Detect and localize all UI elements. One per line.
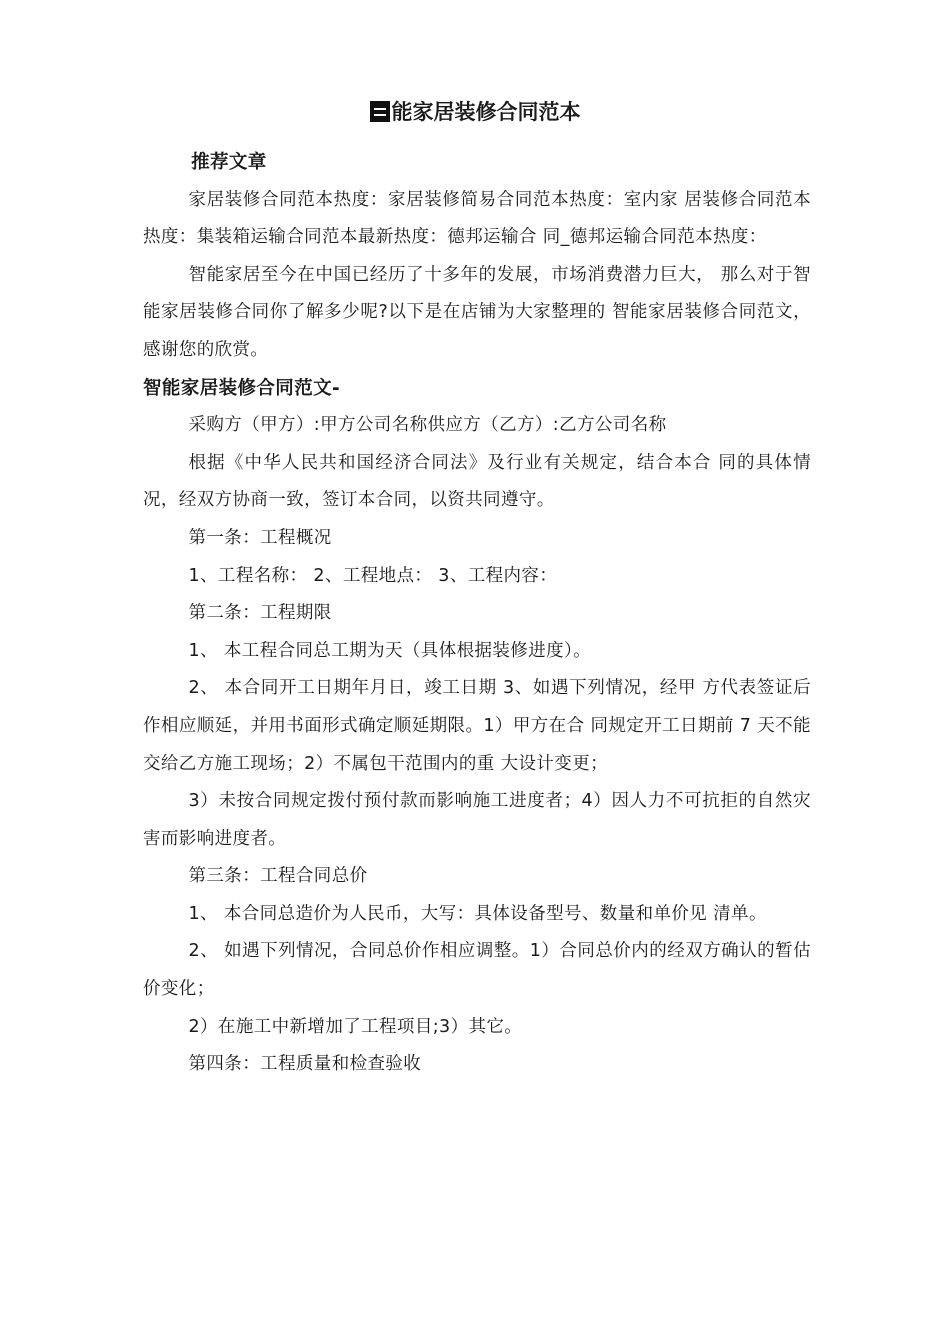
article-2-item-3: 3）未按合同规定拨付预付款而影响施工进度者；4）因人力不可抗拒的自然灾害而影响进度者。 — [143, 791, 811, 849]
article-1-heading: 第一条：工程概况 — [188, 527, 332, 548]
recommended-heading: 推荐文章 — [191, 152, 267, 173]
article-3-item-3: 2）在施工中新增加了工程项目;3）其它。 — [188, 1016, 523, 1037]
article-2-heading: 第二条：工程期限 — [188, 603, 332, 624]
article-1-items: 1、工程名称： 2、工程地点： 3、工程内容： — [188, 565, 558, 586]
document-title: 能家居装修合同范本 — [391, 100, 581, 124]
article-4-heading: 第四条：工程质量和检查验收 — [188, 1054, 422, 1075]
article-3-heading: 第三条：工程合同总价 — [188, 866, 368, 887]
document-title-line — [0, 96, 950, 128]
title-glyph-icon — [370, 101, 390, 122]
article-3-item-2: 2、 如遇下列情况，合同总价作相应调整。1）合同总价内的经双方确认的暂估价变化； — [143, 941, 811, 1000]
paragraph-related-articles: 家居装修合同范本热度：家居装修简易合同范本热度：室内家 居装修合同范本热度：集装箱运输合同范本最新热度：德邦运输合 同_德邦运输合同范本热度： — [143, 189, 811, 248]
document-body — [143, 144, 811, 1084]
article-2-item-1: 1、 本工程合同总工期为天（具体根据装修进度）。 — [188, 640, 592, 661]
article-2-item-2: 2、 本合同开工日期年月日，竣工日期 3、如遇下列情况，经甲 方代表签证后作相应顺延，并用书面形式确定顺延期限。1）甲方在合 同规定开工日期前 7 天不能交给乙方施工现场；2）不属包干范围内的重 大设计变更； — [143, 678, 811, 774]
article-3-item-1: 1、 本合同总造价为人民币，大写：具体设备型号、数量和单价见 清单。 — [188, 903, 767, 924]
section-heading-contract: 智能家居装修合同范文- — [143, 377, 341, 399]
paragraph-intro: 智能家居至今在中国已经历了十多年的发展，市场消费潜力巨大， 那么对于智能家居装修合同你了解多少呢?以下是在店铺为大家整理的 智能家居装修合同范文，感谢您的欣赏。 — [143, 264, 811, 360]
paragraph-legal-basis: 根据《中华人民共和国经济合同法》及行业有关规定，结合本合 同的具体情况，经双方协商一致，签订本合同，以资共同遵守。 — [143, 452, 811, 511]
paragraph-parties: 采购方（甲方）:甲方公司名称供应方（乙方）:乙方公司名称 — [188, 415, 667, 436]
